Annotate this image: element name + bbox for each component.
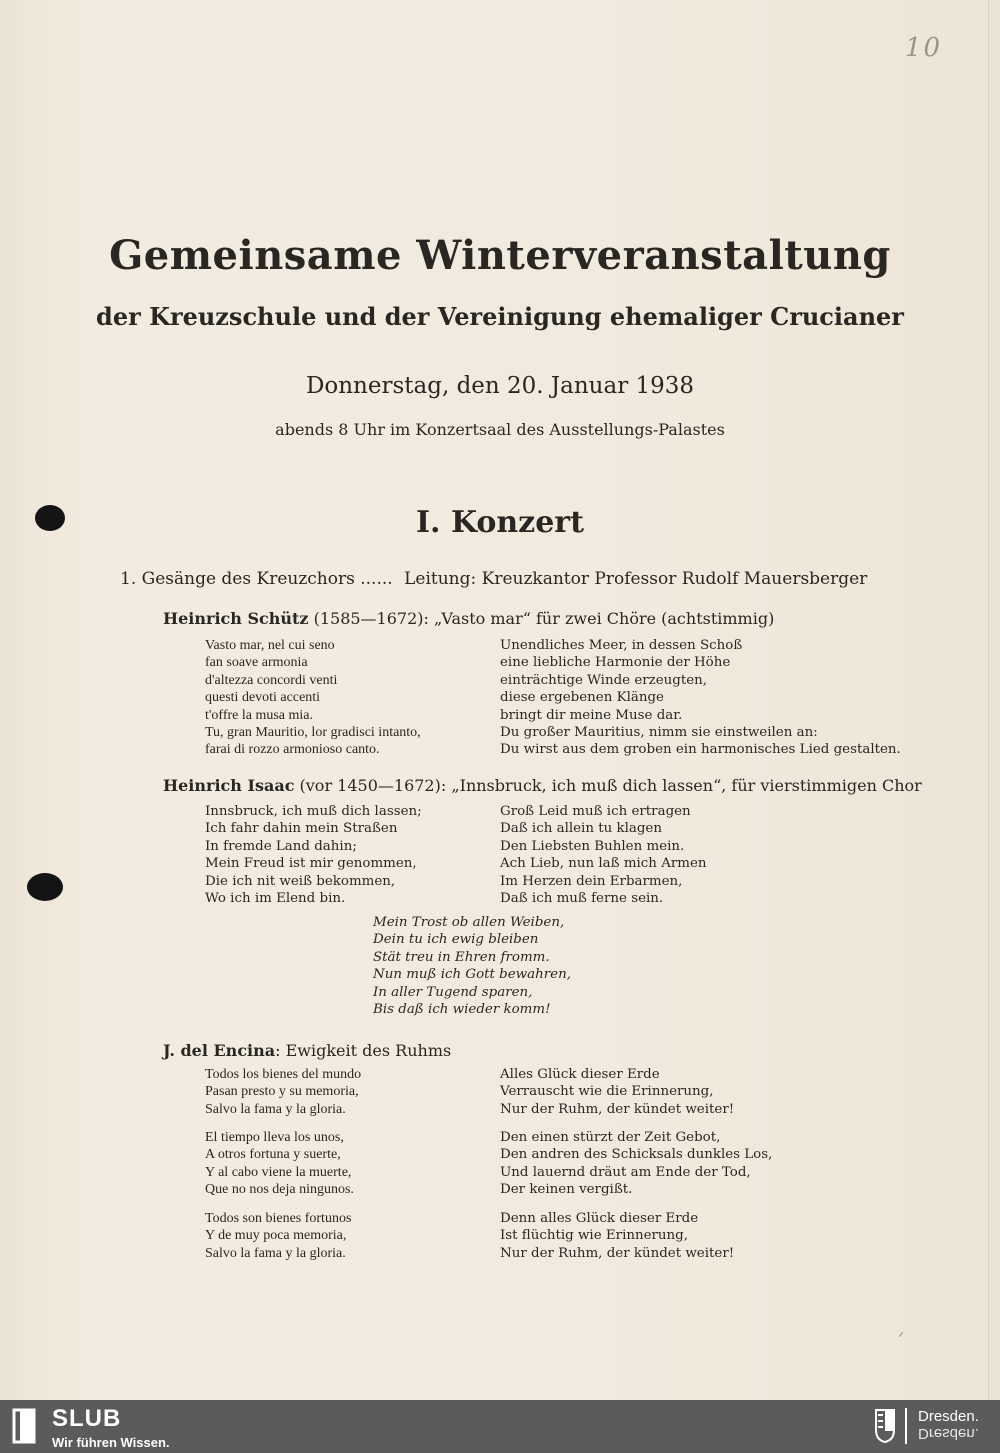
lyric-line: Nun muß ich Gott bewahren, bbox=[373, 967, 571, 983]
lyric-line: Pasan presto y su memoria, bbox=[205, 1084, 359, 1100]
lyric-line: farai di rozzo armonioso canto. bbox=[205, 742, 380, 758]
lyrics-left-column bbox=[205, 803, 422, 907]
program-item-dots: ...... bbox=[360, 569, 393, 589]
page-title: Gemeinsame Winterveranstaltung bbox=[109, 232, 891, 279]
lyrics-original-stanza-1 bbox=[205, 1066, 361, 1118]
lyric-line: d'altezza concordi venti bbox=[205, 672, 338, 688]
lyric-line: Que no nos deja ningunos. bbox=[205, 1182, 354, 1198]
lyric-line: Ich fahr dahin mein Straßen bbox=[205, 821, 398, 837]
lyric-line: Bis daß ich wieder komm! bbox=[373, 1001, 551, 1017]
page-subtitle: der Kreuzschule und der Vereinigung ehemaliger Crucianer bbox=[96, 302, 904, 331]
piece-heading bbox=[163, 609, 774, 628]
footer-divider bbox=[905, 1408, 907, 1444]
slub-tagline: Wir führen Wissen. bbox=[52, 1435, 170, 1450]
lyrics-center-stanza bbox=[373, 914, 571, 1018]
event-time-place: abends 8 Uhr im Konzertsaal des Ausstellungs-Palastes bbox=[275, 420, 725, 439]
lyric-line: Stät treu in Ehren fromm. bbox=[373, 949, 550, 965]
piece-details: (1585—1672): „Vasto mar“ für zwei Chöre (achtstimmig) bbox=[308, 609, 775, 628]
lyric-line: Vasto mar, nel cui seno bbox=[205, 638, 335, 653]
lyric-line: Mein Freud ist mir genommen, bbox=[205, 856, 417, 872]
lyric-line: diese ergebenen Klänge bbox=[500, 690, 664, 706]
lyric-line: Nur der Ruhm, der kündet weiter! bbox=[500, 1101, 735, 1117]
lyric-line: einträchtige Winde erzeugten, bbox=[500, 672, 708, 688]
lyrics-original-stanza-2 bbox=[205, 1129, 354, 1199]
lyric-line: Und lauernd dräut am Ende der Tod, bbox=[500, 1164, 751, 1180]
city-name-mirror: Dresden. bbox=[918, 1425, 979, 1442]
lyric-line: Den andren des Schicksals dunkles Los, bbox=[500, 1147, 773, 1163]
punch-hole-bottom bbox=[27, 873, 63, 901]
slub-logo-text[interactable]: SLUB bbox=[52, 1405, 122, 1432]
lyric-line: Du wirst aus dem groben ein harmonisches Lied gestalten. bbox=[500, 742, 901, 758]
composer-name: Heinrich Schütz bbox=[163, 609, 309, 628]
lyric-line: Den Liebsten Buhlen mein. bbox=[500, 838, 685, 854]
program-item-label: 1. Gesänge des Kreuzchors bbox=[120, 569, 355, 589]
pencil-page-number: 10 bbox=[905, 33, 943, 63]
city-crest-icon[interactable] bbox=[874, 1406, 896, 1444]
lyric-line: Die ich nit weiß bekommen, bbox=[205, 873, 396, 889]
lyric-line: Der keinen vergißt. bbox=[500, 1182, 633, 1198]
lyric-line: In fremde Land dahin; bbox=[205, 838, 357, 854]
lyric-line: eine liebliche Harmonie der Höhe bbox=[500, 655, 731, 671]
lyric-line: Denn alles Glück dieser Erde bbox=[500, 1211, 699, 1226]
lyric-line: fan soave armonia bbox=[205, 655, 308, 671]
viewer-footer bbox=[0, 1400, 1000, 1453]
lyric-line: t'offre la musa mia. bbox=[205, 707, 314, 723]
event-date: Donnerstag, den 20. Januar 1938 bbox=[305, 373, 695, 399]
lyric-line: Tu, gran Mauritio, lor gradisci intanto, bbox=[205, 724, 421, 740]
lyric-line: Mein Trost ob allen Weiben, bbox=[373, 915, 565, 930]
lyric-line: Nur der Ruhm, der kündet weiter! bbox=[500, 1245, 735, 1261]
lyrics-translation-stanza-2 bbox=[500, 1129, 772, 1199]
composer-name: J. del Encina bbox=[163, 1041, 276, 1060]
lyric-line: Todos son bienes fortunos bbox=[205, 1211, 352, 1226]
lyric-line: Du großer Mauritius, nimm sie einstweilen an: bbox=[500, 724, 818, 740]
lyric-line: Innsbruck, ich muß dich lassen; bbox=[205, 804, 422, 819]
pencil-tick-mark-icon: ᐟ bbox=[898, 1330, 904, 1346]
city-name: Dresden. bbox=[918, 1408, 979, 1425]
piece-details: (vor 1450—1672): „Innsbruck, ich muß dich lassen“, für vierstimmigen Chor bbox=[294, 776, 922, 795]
piece-heading bbox=[163, 1041, 451, 1060]
lyric-line: Groß Leid muß ich ertragen bbox=[500, 804, 691, 819]
lyric-line: Ist flüchtig wie Erinnerung, bbox=[500, 1228, 689, 1244]
concert-heading: I. Konzert bbox=[416, 505, 584, 540]
lyric-line: Salvo la fama y la gloria. bbox=[205, 1245, 346, 1261]
piece-heading bbox=[163, 776, 922, 795]
lyric-line: Salvo la fama y la gloria. bbox=[205, 1101, 346, 1117]
program-item bbox=[120, 569, 867, 589]
lyric-line: Todos los bienes del mundo bbox=[205, 1067, 362, 1082]
lyrics-right-column bbox=[500, 803, 707, 907]
lyric-line: Daß ich allein tu klagen bbox=[500, 821, 662, 837]
lyric-line: Alles Glück dieser Erde bbox=[500, 1067, 660, 1082]
city-logo-text[interactable] bbox=[918, 1408, 979, 1442]
lyric-line: Wo ich im Elend bin. bbox=[205, 890, 346, 906]
lyric-line: Daß ich muß ferne sein. bbox=[500, 890, 664, 906]
lyric-line: In aller Tugend sparen, bbox=[373, 984, 533, 1000]
book-logo-icon[interactable] bbox=[12, 1408, 38, 1444]
lyrics-translation-stanza-1 bbox=[500, 1066, 734, 1118]
lyric-line: Y de muy poca memoria, bbox=[205, 1228, 347, 1244]
lyrics-translation bbox=[500, 637, 901, 759]
lyric-line: Im Herzen dein Erbarmen, bbox=[500, 873, 683, 889]
lyric-line: questi devoti accenti bbox=[205, 690, 321, 706]
lyrics-original bbox=[205, 637, 421, 759]
lyric-line: Den einen stürzt der Zeit Gebot, bbox=[500, 1130, 721, 1145]
lyric-line: A otros fortuna y suerte, bbox=[205, 1147, 341, 1163]
lyrics-translation-stanza-3 bbox=[500, 1210, 734, 1262]
lyric-line: bringt dir meine Muse dar. bbox=[500, 707, 683, 723]
lyrics-original-stanza-3 bbox=[205, 1210, 351, 1262]
lyric-line: Ach Lieb, nun laß mich Armen bbox=[500, 856, 707, 872]
lyric-line: El tiempo lleva los unos, bbox=[205, 1130, 344, 1145]
lyric-line: Dein tu ich ewig bleiben bbox=[373, 932, 539, 948]
lyric-line: Unendliches Meer, in dessen Schoß bbox=[500, 638, 743, 653]
lyric-line: Y al cabo viene la muerte, bbox=[205, 1164, 352, 1180]
composer-name: Heinrich Isaac bbox=[163, 776, 295, 795]
piece-details: : Ewigkeit des Ruhms bbox=[275, 1041, 452, 1060]
program-item-leader: Leitung: Kreuzkantor Professor Rudolf Mauersberger bbox=[404, 569, 868, 589]
lyric-line: Verrauscht wie die Erinnerung, bbox=[500, 1084, 714, 1100]
